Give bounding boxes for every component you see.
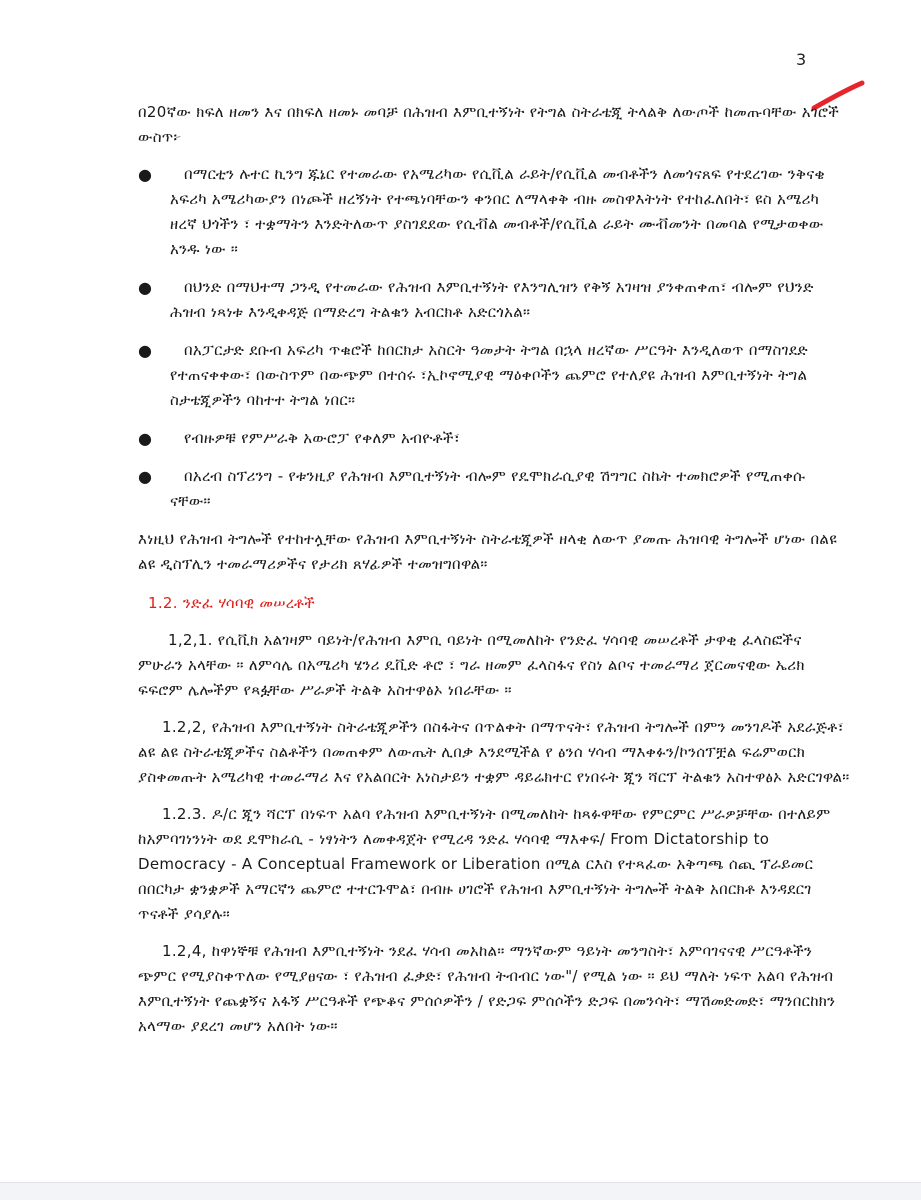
summary-paragraph: እነዚህ የሕዝብ ትግሎች የተከተሏቸው የሕዝብ እምቢተኝነት ስትራቴጂዎች ዘላቂ ለውጥ ያመጡ ሕዝባዊ ትግሎች ሆነው በልዩ ልዩ ዲስፕሊን ተመራማሪዎችና የታሪክ ጸሃፊዎች ተመዝግበዋል። (138, 530, 838, 573)
bullet-icon: ● (138, 341, 153, 360)
bullet-icon: ● (138, 467, 153, 486)
intro-paragraph: በ20ኛው ክፍለ ዘመን እና በክፍለ ዘመኑ መባቻ በሕዝብ እምቢተኝነት የትግል ስትራቴጂ ትላልቅ ለውጦች ከመጡባቸው አገሮች ውስጥ፦ (138, 103, 840, 146)
section-paragraph-1-2-2: 1.2,2, የሕዝብ እምቢተኝነት ስትራቴጂዎችን በስፋትና በጥልቀት በማጥናት፣ የሕዝብ ትግሎች በምን መንገዶች አደራጅቶ፣ ልዩ ልዩ ስትራቴጂዎችና ስልቶችን በመጠቀም ለውጤት ሊበቃ እንደሚችል የ ፅንሰ ሃሳብ ማእቀፉን/ኮንሰፕቿል ፍሬምወርክ ያስቀመጡት አሜሪካዊ ተመራማሪ እና የአልበርት አነስታይን ተቋም ዳይሬክተር የነበሩት ጂን ሻርፕ ትልቁን አስተዋፅኦ አድርገዋል። (138, 718, 850, 786)
list-item (138, 338, 850, 413)
section-paragraph-1-2-1: 1,2,1. የሲቪክ አልገዛም ባይነት/የሕዝብ እምቢ ባይነት በሚመለከት የንድፈ ሃሳባዊ መሠረቶች ታዋቂ ፈላስፎችና ምሁራን አላቸው ። ለምሳሌ በአሜሪካ ሄንሪ ዴቪድ ቶሮ ፣ ግራ ዘመም ፈላስፋና የስነ ልቦና ተመራማሪ ጀርመናዊው ኤሪክ ፍፍሮም ሌሎችም የጻፏቸው ሥራዎች ትልቅ አስተዋፅኦ ነበራቸው ። (138, 631, 805, 699)
document-body (138, 100, 850, 1051)
list-item-text: የብዙዎቹ የምሥራቅ አውሮፓ የቀለም አብዮቶች፣ (184, 429, 461, 447)
list-item (138, 162, 850, 262)
bullet-list (138, 162, 850, 514)
list-item (138, 464, 850, 514)
page-number: 3 (796, 50, 807, 69)
list-item (138, 275, 850, 325)
section-paragraph-1-2-3: 1.2.3. ዶ/ር ጂን ሻርፕ በነፍጥ አልባ የሕዝብ እምቢተኝነት በሚመለከት ከጻፉዋቸው የምርምር ሥራዎቻቸው በተለይም ከአምባገነንነት ወደ ዴሞክራሲ - ነፃነትን ለመቀዳጀት የሚረዳ ንድፈ ሃሳባዊ ማእቀፍ/ From Dictatorship to Democracy - A Conceptual Framework or Liberation በሚል ርእስ የተጻፈው አቅጣጫ ሰጪ ፕራይመር በበርካታ ቋንቋዎች አማርኛን ጨምሮ ተተርጉሞል፣ በብዙ ሀገሮች የሕዝብ እምቢተኝነት ትግሎች ትልቅ አበርክቶ እንዳደርገ ጥናቶች ያሳያሉ። (138, 805, 831, 923)
section-paragraph-1-2-4: 1.2,4, ከዋነኞቹ የሕዝብ እምቢተኝነት ንደፈ ሃሳብ መአከል። ማንኛውም ዓይነት መንግስት፣ አምባገናናዊ ሥርዓቶችን ጭምር የሚያስቀጥለው የሚያፀናው ፣ የሕዝብ ፈቃድ፣ የሕዝብ ትብብር ነው"/ የሚል ነው ። ይህ ማለት ነፍጥ አልባ የሕዝብ እምቢተኝነት የጨቋኝና አፋኝ ሥርዓቶች የጭቆና ምሰሶዎችን / የድጋፍ ምሰሶችን ድጋፍ በመንሳት፣ ማሽመድመድ፣ ማንበርከክን አላማው ያደረገ መሆን አለበት ነው። (138, 942, 836, 1035)
bullet-icon: ● (138, 429, 153, 448)
list-item-text: በአፓርታድ ደቡብ አፍሪካ ጥቁሮች ከበርክታ አስርት ዓመታት ትግል በኋላ ዘረኛው ሥርዓት እንዲለወጥ በማስገደድ የተጠናቀቀው፣ በውስጥም በውጭም በተሰሩ ፣ኢኮኖሚያዊ ማዕቀቦችን ጨምሮ የተለያዩ ሕዝብ እምቢተኝነት ትግል ስታቴጂዎችን ባከተተ ትግል ነበር። (170, 341, 808, 409)
bullet-icon: ● (138, 278, 153, 297)
bullet-icon: ● (138, 165, 153, 184)
list-item-text: በማርቲን ሉተር ኪንግ ጁኔር የተመራው የአሜሪካው የሲቪል ራይት/የሲቪል መብቶችን ለመጎናጸፍ የተደረገው ንቅናቄ አፍሪካ አሜሪካውያን በነጮች ዘረኝነት የተጫነባቸውን ቀንበር ለማላቀቅ ብዙ መስዋእትነት የተከፈለበት፣ ዩስ አሜሪካ ዘረኛ ህጎችን ፣ ተቋማትን እንድትለውጥ ያስገደደው የሲቭል መብቶች/የሲቪል ራይት ሙቭመንት በመባል የሚታወቀው አንዱ ነው ። (170, 165, 825, 258)
list-item-text: በአረብ ስፕሪንግ - የቱንዚያ የሕዝብ እምቢተኝነት ብሎም የዴሞክራሲያዊ ሽግግር ስኬት ተመክሮዎች የሚጠቀሱ ናቸው። (170, 467, 806, 510)
list-item-text: በህንድ በማህተማ ጋንዲ የተመራው የሕዝብ እምቢተኝነት የእንግሊዝን የቅኝ አገዛዝ ያንቀጠቀጠ፣ ብሎም የህንድ ሕዝብ ነጻነቱ እንዲቀዳጅ በማድረግ ትልቁን አብርክቶ አድርጎአል። (170, 278, 814, 321)
section-heading: 1.2. ንድፈ ሃሳባዊ መሠረቶች (148, 594, 316, 612)
list-item (138, 426, 850, 451)
